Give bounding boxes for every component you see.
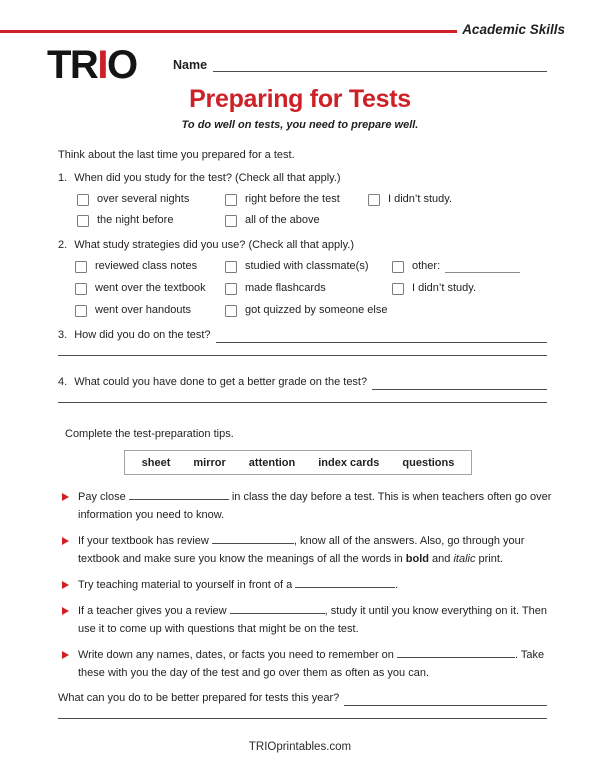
footer-site-url: TRIOprintables.com — [248, 741, 352, 753]
tip-text: Try teaching material to yourself in front of a — [78, 579, 293, 591]
answer-line[interactable] — [58, 402, 547, 403]
checkbox-option[interactable] — [225, 213, 368, 228]
option-label: got quizzed by someone else — [245, 304, 388, 316]
logo-i: I — [97, 43, 107, 87]
word-bank-item: sheet — [141, 456, 171, 469]
tip-text: , study it until you know everything on it. Then use it to come up with questions that might be on the test. — [78, 605, 548, 635]
checkbox-option-other[interactable] — [392, 259, 547, 274]
question-1-text — [58, 171, 547, 186]
tips-instruction: Complete the test-preparation tips. — [65, 428, 234, 440]
logo-tr: TR — [47, 43, 98, 87]
tip-item — [62, 576, 552, 594]
header-rule — [0, 30, 457, 33]
question-2 — [58, 238, 547, 318]
question-2-text — [58, 238, 547, 253]
checkbox-icon[interactable] — [77, 194, 89, 206]
question-number: 3. — [58, 329, 68, 341]
checkbox-option[interactable] — [225, 192, 368, 207]
question-1-options — [58, 192, 547, 228]
checkbox-option[interactable] — [75, 303, 225, 318]
question-text: How did you do on the test? — [74, 329, 211, 341]
tip-text: . Take these with you the day of the test and go over them as often as you can. — [78, 649, 545, 679]
answer-line[interactable] — [216, 330, 547, 343]
tip-text: Write down any names, dates, or facts you need to remember on — [78, 649, 394, 661]
checkbox-icon[interactable] — [392, 283, 404, 295]
question-4 — [58, 375, 547, 403]
tip-text: print. — [478, 553, 503, 565]
logo-o: O — [106, 43, 137, 87]
tip-text: , know all of the answers. Also, go through your textbook and make sure you know the meanings of all the words in — [78, 535, 525, 565]
bullet-triangle-icon — [62, 651, 69, 659]
tip-text: in class the day before a test. This is when teachers often go over information you need to know. — [78, 491, 552, 521]
name-row — [173, 58, 547, 72]
fill-in-blank[interactable] — [230, 602, 325, 614]
trio-logo — [47, 45, 137, 85]
category-label: Academic Skills — [462, 22, 565, 37]
tip-text: . — [395, 579, 399, 591]
checkbox-option[interactable] — [77, 192, 225, 207]
intro-text: Think about the last time you prepared for a test. — [58, 149, 295, 161]
tip-item — [62, 602, 552, 638]
option-label: went over handouts — [95, 304, 192, 316]
checkbox-option[interactable] — [75, 281, 225, 296]
tips-list — [62, 488, 552, 690]
word-bank-item: questions — [402, 456, 455, 469]
tip-text: If your textbook has review — [78, 535, 209, 547]
answer-line[interactable] — [344, 693, 547, 706]
checkbox-icon[interactable] — [225, 215, 237, 227]
option-label: went over the textbook — [95, 282, 206, 294]
option-label: studied with classmate(s) — [245, 260, 369, 272]
checkbox-icon[interactable] — [75, 261, 87, 273]
fill-in-blank[interactable] — [295, 576, 395, 588]
option-label: all of the above — [245, 214, 320, 226]
question-text: When did you study for the test? (Check all that apply.) — [74, 172, 341, 184]
checkbox-option[interactable] — [392, 281, 547, 296]
option-label: I didn’t study. — [412, 282, 476, 294]
question-text: What could you have done to get a better grade on the test? — [74, 376, 368, 388]
answer-line[interactable] — [58, 355, 547, 356]
checkbox-icon[interactable] — [77, 215, 89, 227]
question-text: What can you do to be better prepared for tests this year? — [58, 692, 340, 704]
question-number: 2. — [58, 239, 68, 251]
checkbox-icon[interactable] — [75, 283, 87, 295]
answer-line[interactable] — [58, 718, 547, 719]
tip-text: If a teacher gives you a review — [78, 605, 227, 617]
option-label: right before the test — [245, 193, 340, 205]
checkbox-icon[interactable] — [225, 283, 237, 295]
word-bank-item: mirror — [193, 456, 226, 469]
checkbox-icon[interactable] — [225, 194, 237, 206]
question-3 — [58, 328, 547, 356]
word-bank-item: index cards — [318, 456, 380, 469]
tip-bold-word: bold — [405, 553, 429, 565]
question-1 — [58, 171, 547, 228]
option-label: other: — [412, 260, 441, 272]
tip-italic-word: italic — [453, 553, 476, 565]
option-label: made flashcards — [245, 282, 326, 294]
name-input-line[interactable] — [213, 59, 547, 72]
checkbox-icon[interactable] — [225, 305, 237, 317]
question-number: 1. — [58, 172, 68, 184]
page-subtitle: To do well on tests, you need to prepare well. — [181, 119, 419, 131]
checkbox-option[interactable] — [225, 281, 392, 296]
final-question — [58, 691, 547, 719]
other-input-line[interactable] — [445, 260, 520, 273]
tip-item — [62, 532, 552, 568]
tip-text: and — [432, 553, 451, 565]
answer-line[interactable] — [372, 377, 547, 390]
checkbox-icon[interactable] — [368, 194, 380, 206]
tip-text: Pay close — [78, 491, 126, 503]
fill-in-blank[interactable] — [212, 532, 294, 544]
question-text: What study strategies did you use? (Check all that apply.) — [74, 239, 355, 251]
option-label: the night before — [97, 214, 174, 226]
tip-item — [62, 488, 552, 524]
option-label: reviewed class notes — [95, 260, 198, 272]
word-bank — [124, 450, 472, 475]
checkbox-option[interactable] — [225, 303, 392, 318]
checkbox-option[interactable] — [368, 192, 547, 207]
checkbox-icon[interactable] — [392, 261, 404, 273]
bullet-triangle-icon — [62, 581, 69, 589]
checkbox-option[interactable] — [75, 259, 225, 274]
checkbox-option[interactable] — [225, 259, 392, 274]
page-title: Preparing for Tests — [189, 85, 411, 113]
fill-in-blank[interactable] — [129, 488, 229, 500]
fill-in-blank[interactable] — [397, 646, 515, 658]
checkbox-option[interactable] — [77, 213, 225, 228]
checkbox-icon[interactable] — [225, 261, 237, 273]
bullet-triangle-icon — [62, 607, 69, 615]
bullet-triangle-icon — [62, 537, 69, 545]
bullet-triangle-icon — [62, 493, 69, 501]
option-label: I didn’t study. — [388, 193, 452, 205]
option-label: over several nights — [97, 193, 190, 205]
name-label: Name — [173, 58, 208, 72]
question-number: 4. — [58, 376, 68, 388]
word-bank-item: attention — [248, 456, 296, 469]
tip-item — [62, 646, 552, 682]
checkbox-icon[interactable] — [75, 305, 87, 317]
question-2-options — [58, 259, 547, 318]
